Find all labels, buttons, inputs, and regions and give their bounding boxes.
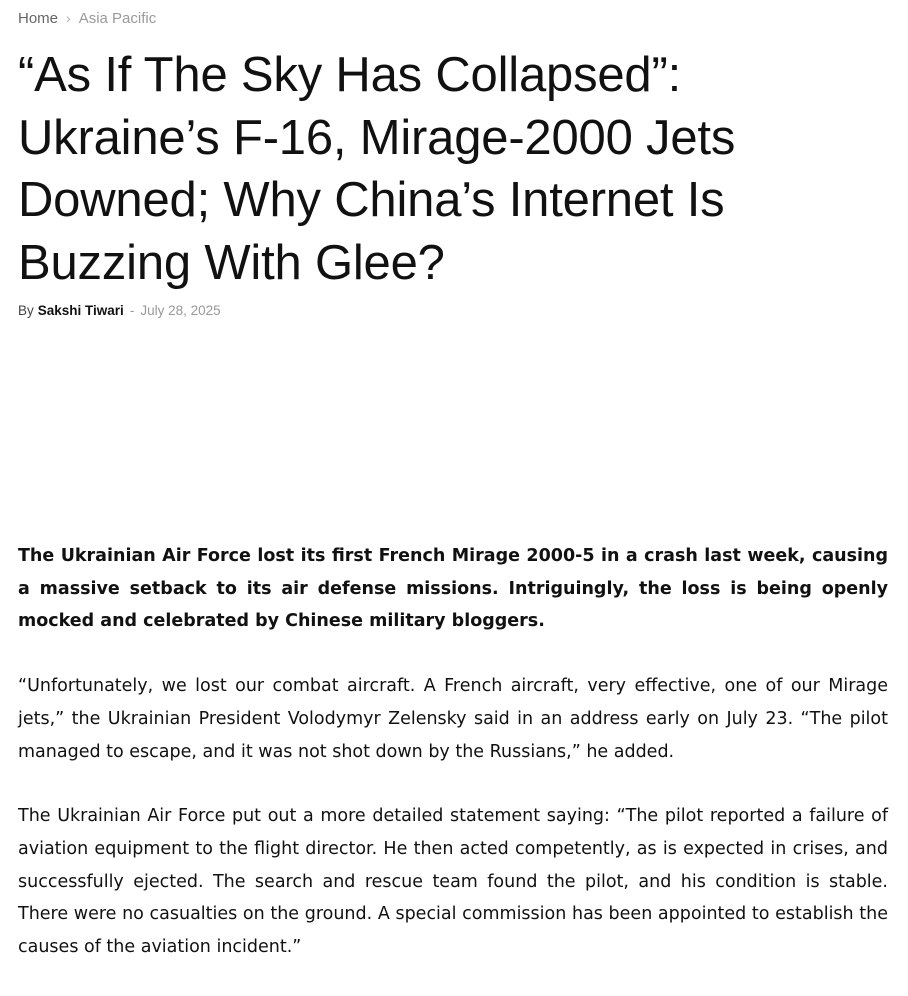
article-meta xyxy=(18,301,221,321)
ad-slot xyxy=(18,330,888,530)
article-paragraph: The Ukrainian Air Force put out a more detailed statement saying: “The pilot reported a failure of aviation equipment to the flight director. He then acted competently, as is expected in crises, and successfully ejected. The search and rescue team found the pilot, and his condition is stable. There were no casualties on the ground. A special commission has been appointed to establish the causes of the aviation incident.” xyxy=(18,806,888,958)
chevron-right-icon: › xyxy=(66,10,71,26)
byline-label: By xyxy=(18,303,34,318)
article-body xyxy=(18,540,888,996)
author-link[interactable]: Sakshi Tiwari xyxy=(37,303,124,318)
article-title: “As If The Sky Has Collapsed”: Ukraine’s F-16, Mirage-2000 Jets Downed; Why China’s Internet Is Buzzing With Glee? xyxy=(18,48,736,290)
article-paragraph: “Unfortunately, we lost our combat aircraft. A French aircraft, very effective, one of our Mirage jets,” the Ukrainian President Volodymyr Zelensky said in an address early on July 23. “The pilot managed to escape, and it was not shot down by the Russians,” he added. xyxy=(18,676,888,762)
publish-date: July 28, 2025 xyxy=(140,303,221,318)
meta-separator: - xyxy=(129,303,135,318)
breadcrumb-home-link[interactable]: Home xyxy=(18,10,59,27)
breadcrumb xyxy=(18,8,156,28)
article-lead-paragraph: The Ukrainian Air Force lost its first French Mirage 2000-5 in a crash last week, causing a massive setback to its air defense missions. Intriguingly, the loss is being openly mocked and celebrated by Chinese military bloggers. xyxy=(18,546,888,632)
breadcrumb-category-link[interactable]: Asia Pacific xyxy=(78,10,157,27)
